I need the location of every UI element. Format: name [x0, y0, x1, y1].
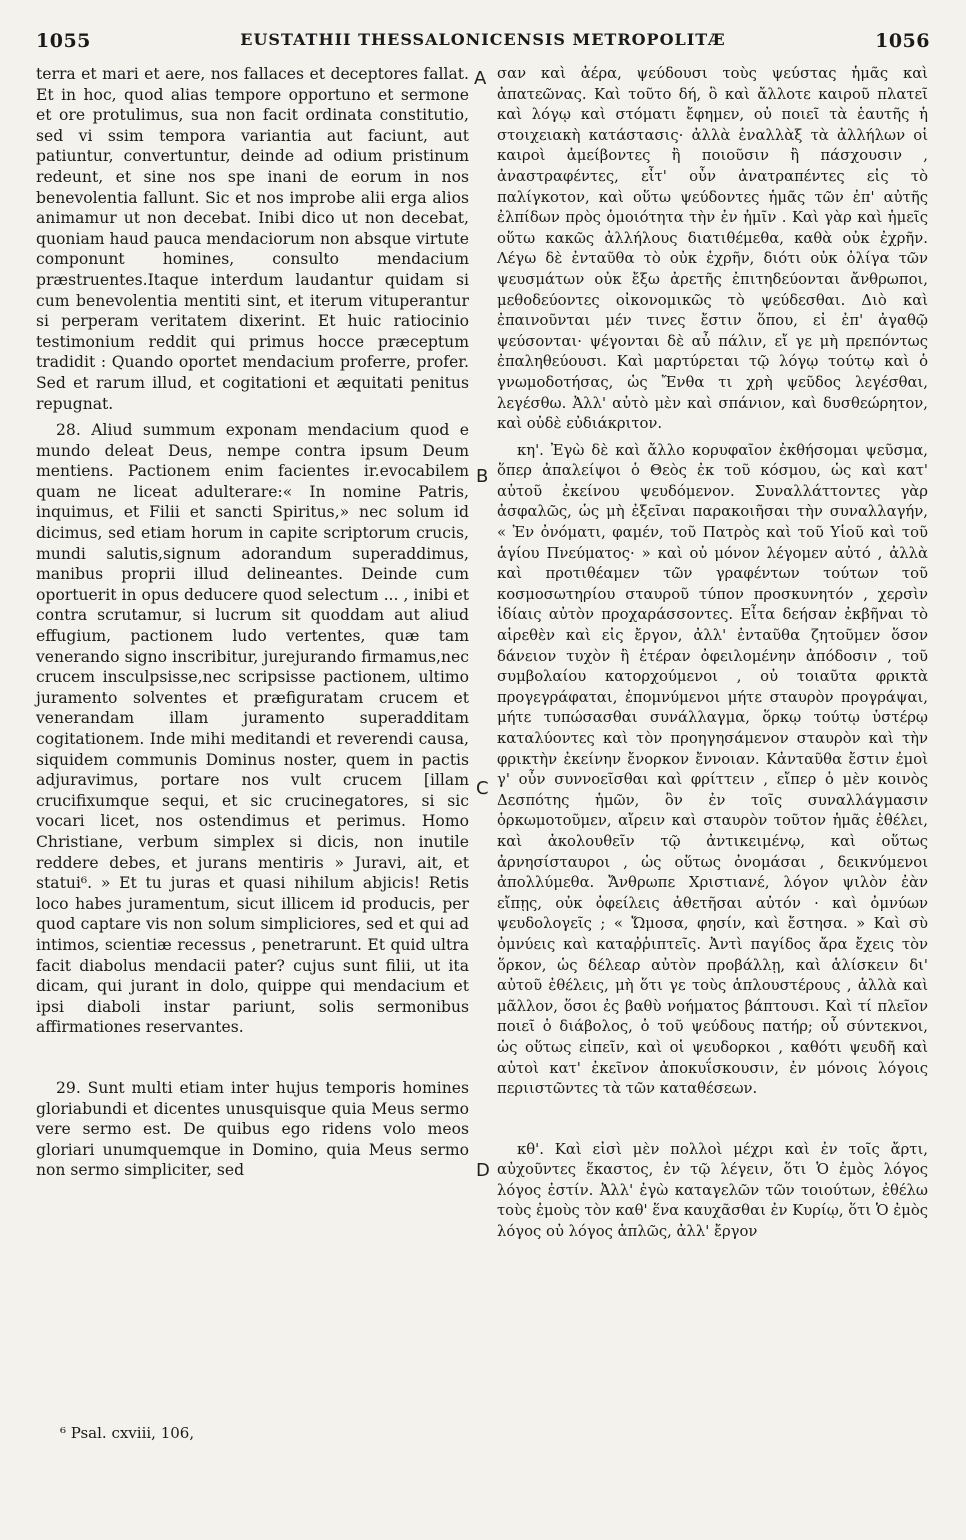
margin-marker-d: D	[476, 1160, 490, 1181]
greek-paragraph: κη'. Ἐγὼ δὲ καὶ ἄλλο κορυφαῖον ἐκθήσομαι ψεῦσμα, ὅπερ ἀπαλείψοι ὁ Θεὸς ἐκ τοῦ κόσμου, ὡς καὶ κατ' αὐτοῦ ἐκείνου ψευδόμενον. Συναλλάττοντες γὰρ ἀσφαλῶς, ὡς μὴ ἐξεῖναι παρακοιῆσαι τὴν συναλλαγήν, « Ἐν ὀνόματι, φαμέν, τοῦ Πατρὸς καὶ τοῦ Υἱοῦ καὶ τοῦ ἁγίου Πνεύματος· » καὶ οὐ μόνον λέγομεν αὐτό , ἀλλὰ καὶ προτιθέαμεν τῶν γραφέντων τούτων τοῦ κοσμοσωτηρίου σταυροῦ τύπον προσκυνητόν , χερσὶν ἰδίαις αὐτὸν προχαράσσοντες. Εἶτα δεήσαν ἐκβῆναι τὸ αἱρεθὲν καὶ εἰς ἔργον, ἀλλ' ἐνταῦθα ζητοῦμεν ὅσον δάνειον τυχὸν ἢ ἑτέραν ὀφειλομένην ἀπόδοσιν , τοῦ συμβολαίου κατορχούμενοι , οὐ τοιαῦτα φρικτὰ προγεγράφαται, ἐπομνύμενοι μήτε σταυρὸν προγράψαι, μήτε τυπώσασθαι συνάλλαγμα, ὅρκῳ τούτῳ ὑστέρῳ καταλύοντες καὶ τὸν προηγησάμενον σταυρὸν καὶ τὴν φρικτὴν ἐκείνην ἔνορκον ἔννοιαν. Κἀνταῦθα ἔστιν ἐμοὶ γ' οὖν συννοεῖσθαι καὶ φρίττειν , εἴπερ ὁ μὲν κοινὸς Δεσπότης ἡμῶν, ὃν ἐν τοῖς συναλλάγμασιν ὁρκωμοτοῦμεν, αἴρειν καὶ σταυρὸν τοῦτον ἡμᾶς ἐθέλει, καὶ ἀκολουθεῖν τῷ ἀντικειμένῳ, καὶ οὕτως ἀρνησίσταυροι , ὡς οὕτως ὀνομάσαι , δεικνύμενοι ἀπολλύμεθα. Ἄνθρωπε Χριστιανέ, λόγον ψιλὸν ἐὰν εἴπῃς, οὐκ ὀφείλεις ἀθετῆσαι αὐτόν · καὶ ὀμνύων ψευδολογεῖς ; « Ὤμοσα, φησίν, καὶ ἔστησα. » Καὶ σὺ ὀμνύεις καὶ καταῤῥιπτεῖς. Ἀντὶ παγίδος ἄρα ἔχεις τὸν ὅρκον, ὡς δέλεαρ αὐτὸν προβάλλῃ, καὶ ἁλίσκειν δι' αὐτοῦ ἐθέλεις, μὴ ὅτι γε τοὺς ἁπλουστέρους , ἀλλὰ καὶ μᾶλλον, ὅσοι ἐς βαθὺ νοήματος βάπτουσι. Καὶ τί πλεῖον ποιεῖ ὁ διάβολος, ὁ τοῦ ψεύδους πατήρ; οὗ σύντεκνοι, ὡς οὕτως εἰπεῖν, καὶ οἱ ψευδορκοι , καθότι ψευδῆ καὶ αὐτοὶ κατ' ἐκεῖνον ἀποκυΐσκουσιν, ἐν μόνοις λόγοις περιιστῶντες τὰ τῶν καταθέσεων.	[497, 441, 928, 1098]
latin-paragraph: terra et mari et aere, nos fallaces et deceptores fallat. Et in hoc, quod alias tempore opportuno et sermone et ore protulimus, sua non facit ordinata constitutio, sed vi ssim tempora variantia aut faciunt, aut patiuntur, convertuntur, deinde ad odium pristinum redeunt, et sine nos spe inani de eorum in nos benevolentia fallunt. Sic et nos improbe alii erga alios animamur ut non decebat. Inibi dico ut non decebat, quoniam haud pauca mendaciorum non absque virtute componunt homines, consulto mendacium præstruentes.Itaque interdum laudantur quidam si cum benevolentia mentiti sint, et iterum vituperantur si perperam veritatem dixerint. Et huic ratiocinio testimonium reddit qui primus hocce præceptum tradidit : Quando oportet mendacium proferre, profer. Sed et rarum illud, et cogitationi et æquitati penitus repugnat.	[36, 65, 469, 413]
latin-column	[36, 64, 469, 1181]
latin-paragraph: 29. Sunt multi etiam inter hujus temporis homines gloriabundi et dicentes unusquisque quia Meus sermo vere sermo est. De quibus ego ridens volo meos gloriari unumquemque in Domino, quia Meus sermo non sermo simpliciter, sed	[36, 1078, 469, 1180]
greek-paragraph: κθ'. Καὶ εἰσὶ μὲν πολλοὶ μέχρι καὶ ἐν τοῖς ἄρτι, αὐχοῦντες ἕκαστος, ἐν τῷ λέγειν, ὅτι Ὁ ἐμὸς λόγος λόγος ἐστίν. Ἀλλ' ἐγὼ καταγελῶν τῶν τοιούτων, ἐθέλω τοὺς ἐμοὺς τὸν καθ' ἕνα καυχᾶσθαι ἐν Κυρίῳ, ὅτι Ὁ ἐμὸς λόγος οὐ λόγος ἁπλῶς, ἀλλ' ἔργον	[497, 1140, 929, 1241]
latin-paragraph: 28. Aliud summum exponam mendacium quod e mundo deleat Deus, nempe contra ipsum Deum mentiens. Pactionem enim facientes ir.evocabilem quam ne liceat adulterare:« In nomine Patris, inquimus, et Filii et sancti Spiritus,» nec solum id dicimus, sed etiam horum in capite scriptorum crucis, mundi salutis,signum adorandum superaddimus, manibus proprii illud delineantes. Deinde cum oportuerit in opus deducere quod selectum ... , inibi et contra scrutamur, si lucrum sit quoddam aut aliud effugium, pactionem ludo vertentes, quæ tam venerando signo inscribitur, jurejurando firmamus,nec crucem insculpsisse,nec scripsisse pactionem, ultimo juramento solventes et præfiguratam crucem et venerandam illam juramento superadditam cogitationem. Inde mihi meditandi et reverendi causa, siquidem communis Dominus noster, quem in pactis adjuravimus, portare nos vult crucem [illam crucifixumque sequi, et sic crucinegatores, si sic vocari licet, nos ostendimus et perimus. Homo Christiane, verbum simplex si dicis, non inutile reddere debes, et jurans mentiris » Juravi, ait, et statui⁶. » Et tu juras et quasi nihilum abjicis! Retis loco habes juramentum, sicut illicem id producis, per quod captare vis non solum simpliciores, sed et qui ad intimos, scientiæ recessus , penetrarunt. Et quid ultra facit diabolus mendacii pater? cujus sunt filii, ut ita dicam, qui jurant in dolo, quippe qui mendacium et ipsi diaboli instar pariunt, solis sermonibus affirmationes reservantes.	[36, 421, 469, 1037]
page-number-left: 1055	[36, 30, 91, 52]
margin-marker-a: A	[474, 68, 487, 89]
margin-marker-c: C	[476, 778, 489, 799]
greek-column	[497, 64, 928, 1243]
running-header	[36, 30, 930, 60]
running-title: EUSTATHII THESSALONICENSIS METROPOLITÆ	[240, 30, 726, 49]
page-number-right: 1056	[875, 30, 930, 52]
footnote: ⁶ Psal. cxviii, 106,	[60, 1424, 195, 1442]
margin-marker-b: B	[476, 466, 489, 487]
greek-paragraph: σαν καὶ ἀέρα, ψεύδουσι τοὺς ψεύστας ἡμᾶς καὶ ἀπατεῶνας. Καὶ τοῦτο δή, ὃ καὶ ἄλλοτε καιροῦ πλατεῖ καὶ λόγῳ καὶ στόματι ἔφημεν, οὐ ποιεῖ τὰ ἑαυτῆς ἡ στοιχειακὴ κατάστασις· ἀλλὰ ἐναλλὰξ τὰ ἀλλήλων οἱ καιροὶ ἀμείβοντες ἢ ποιοῦσιν ἢ πάσχουσιν , ἀναστραφέντες, εἶτ' οὖν ἀνατραπέντες εἰς τὸ παλίγκοτον, καὶ οὕτω ψεύδοντες ἡμᾶς τῶν ἐπ' αὐτῆς ἐλπίδων πρὸς ὁμοιότητα τὴν ἐν ἡμῖν . Καὶ γὰρ καὶ ἡμεῖς οὕτω κακῶς ἀλλήλους διατιθέμεθα, καθὰ οὐκ ἐχρῆν. Λέγω δὲ ἐνταῦθα τὸ οὐκ ἐχρῆν, διότι οὐκ ὀλίγα τῶν ψευσμάτων οὐκ ἔξω ἀρετῆς ἐπιτηδεύονται ἄνθρωποι, μεθοδεύοντες οἰκονομικῶς τὸ ψεύδεσθαι. Διὸ καὶ ἐπαινοῦνται μέν τινες ἔστιν ὅπου, εἰ ἐπ' ἀγαθῷ ψεύσονται· ψέγονται δὲ αὖ πάλιν, εἴ γε μὴ πρεπόντως ἐπαληθεύουσι. Καὶ μαρτύρεται τῷ λόγῳ τούτῳ καὶ ὁ γνωμοδοτήσας, ὡς Ἔνθα τι χρὴ ψεῦδος λεγέσθαι, λεγέσθω. Ἀλλ' αὐτὸ μὲν καὶ σπάνιον, καὶ δυσθεώρητον, καὶ οὐδὲ εὐδιάκριτον.	[497, 65, 928, 433]
